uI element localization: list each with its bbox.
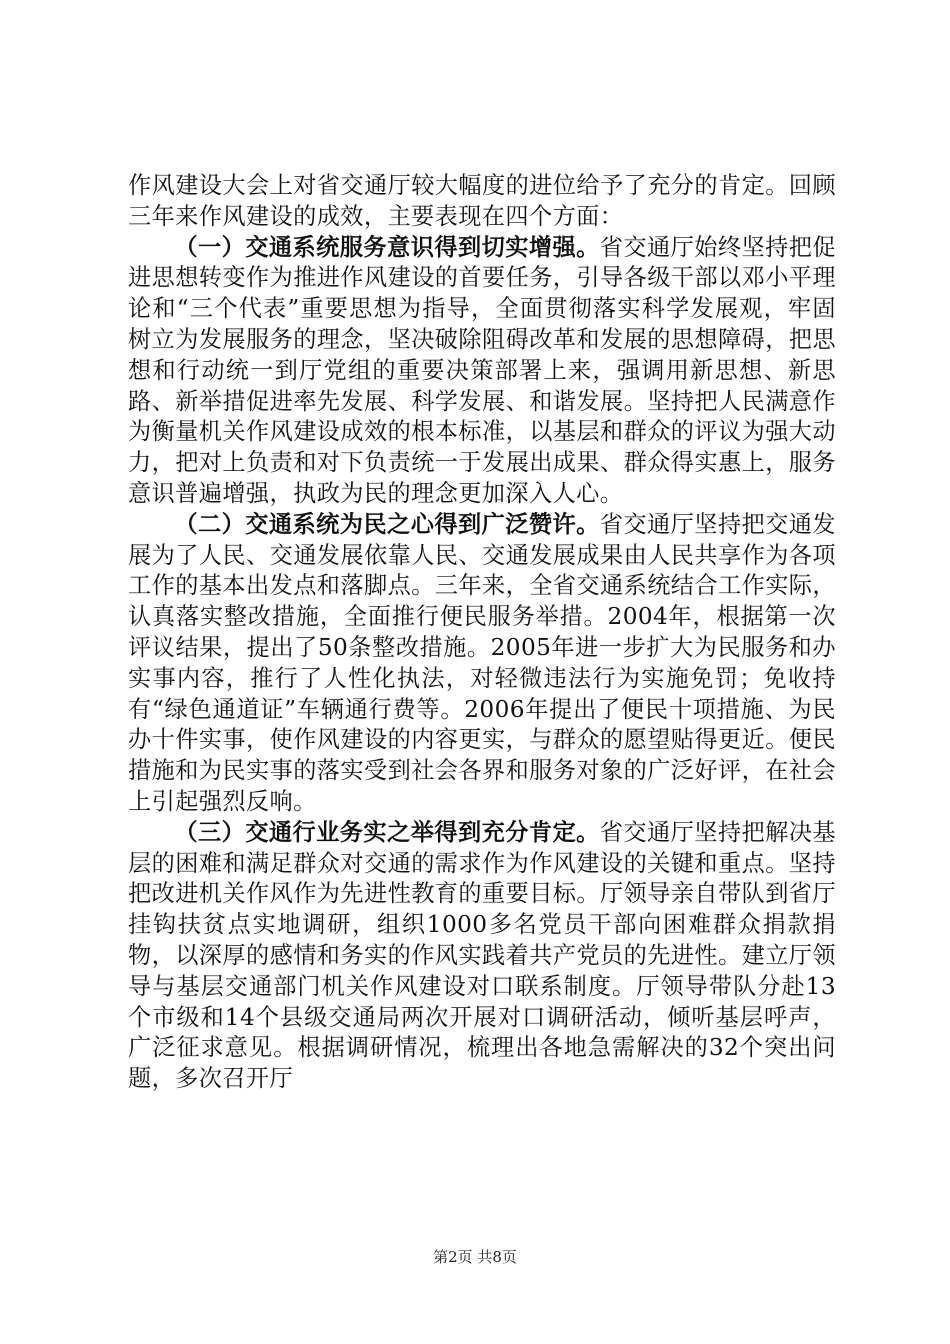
- page-number-footer: 第2页 共8页: [433, 1248, 517, 1266]
- intro-paragraph: 作风建设大会上对省交通厅较大幅度的进位给予了充分的肯定。回顾三年来作风建设的成效，主要表现在四个方面：: [128, 172, 836, 230]
- section-2-paragraph: [128, 510, 836, 818]
- section-3-body: 省交通厅坚持把解决基层的困难和满足群众对交通的需求作为作风建设的关键和重点。坚持把改进机关作风作为先进性教育的重要目标。厅领导亲自带队到省厅挂钩扶贫点实地调研，组织1000多名党员干部向困难群众捐款捐物，以深厚的感情和务实的作风实践着共产党员的先进性。建立厅领导与基层交通部门机关作风建设对口联系制度。厅领导带队分赴13个市级和14个县级交通局两次开展对口调研活动，倾听基层呼声，广泛征求意见。根据调研情况，梳理出各地急需解决的32个突出问题，多次召开厅: [128, 818, 836, 1093]
- section-1-paragraph: [128, 233, 836, 510]
- document-body: [128, 171, 836, 1095]
- section-1-heading: （一）交通系统服务意识得到切实增强。: [174, 233, 600, 261]
- section-2-body: 省交通厅坚持把交通发展为了人民、交通发展依靠人民、交通发展成果由人民共享作为各项工作的基本出发点和落脚点。三年来，全省交通系统结合工作实际，认真落实整改措施，全面推行便民服务举措。2004年，根据第一次评议结果，提出了50条整改措施。2005年进一步扩大为民服务和办实事内容，推行了人性化执法，对轻微违法行为实施免罚；免收持有“绿色通道证”车辆通行费等。2006年提出了便民十项措施、为民办十件实事，使作风建设的内容更实，与群众的愿望贴得更近。便民措施和为民实事的落实受到社会各界和服务对象的广泛好评，在社会上引起强烈反响。: [128, 510, 836, 815]
- section-2-heading: （二）交通系统为民之心得到广泛赞许。: [174, 510, 600, 538]
- section-3-paragraph: [128, 818, 836, 1095]
- section-3-heading: （三）交通行业务实之举得到充分肯定。: [174, 818, 600, 846]
- section-1-body: 省交通厅始终坚持把促进思想转变作为推进作风建设的首要任务，引导各级干部以邓小平理论和“三个代表”重要思想为指导，全面贯彻落实科学发展观，牢固树立为发展服务的理念，坚决破除阻碍改革和发展的思想障碍，把思想和行动统一到厅党组的重要决策部署上来，强调用新思想、新思路、新举措促进率先发展、科学发展、和谐发展。坚持把人民满意作为衡量机关作风建设成效的根本标准，以基层和群众的评议为强大动力，把对上负责和对下负责统一于发展出成果、群众得实惠上，服务意识普遍增强，执政为民的理念更加深入人心。: [128, 233, 836, 507]
